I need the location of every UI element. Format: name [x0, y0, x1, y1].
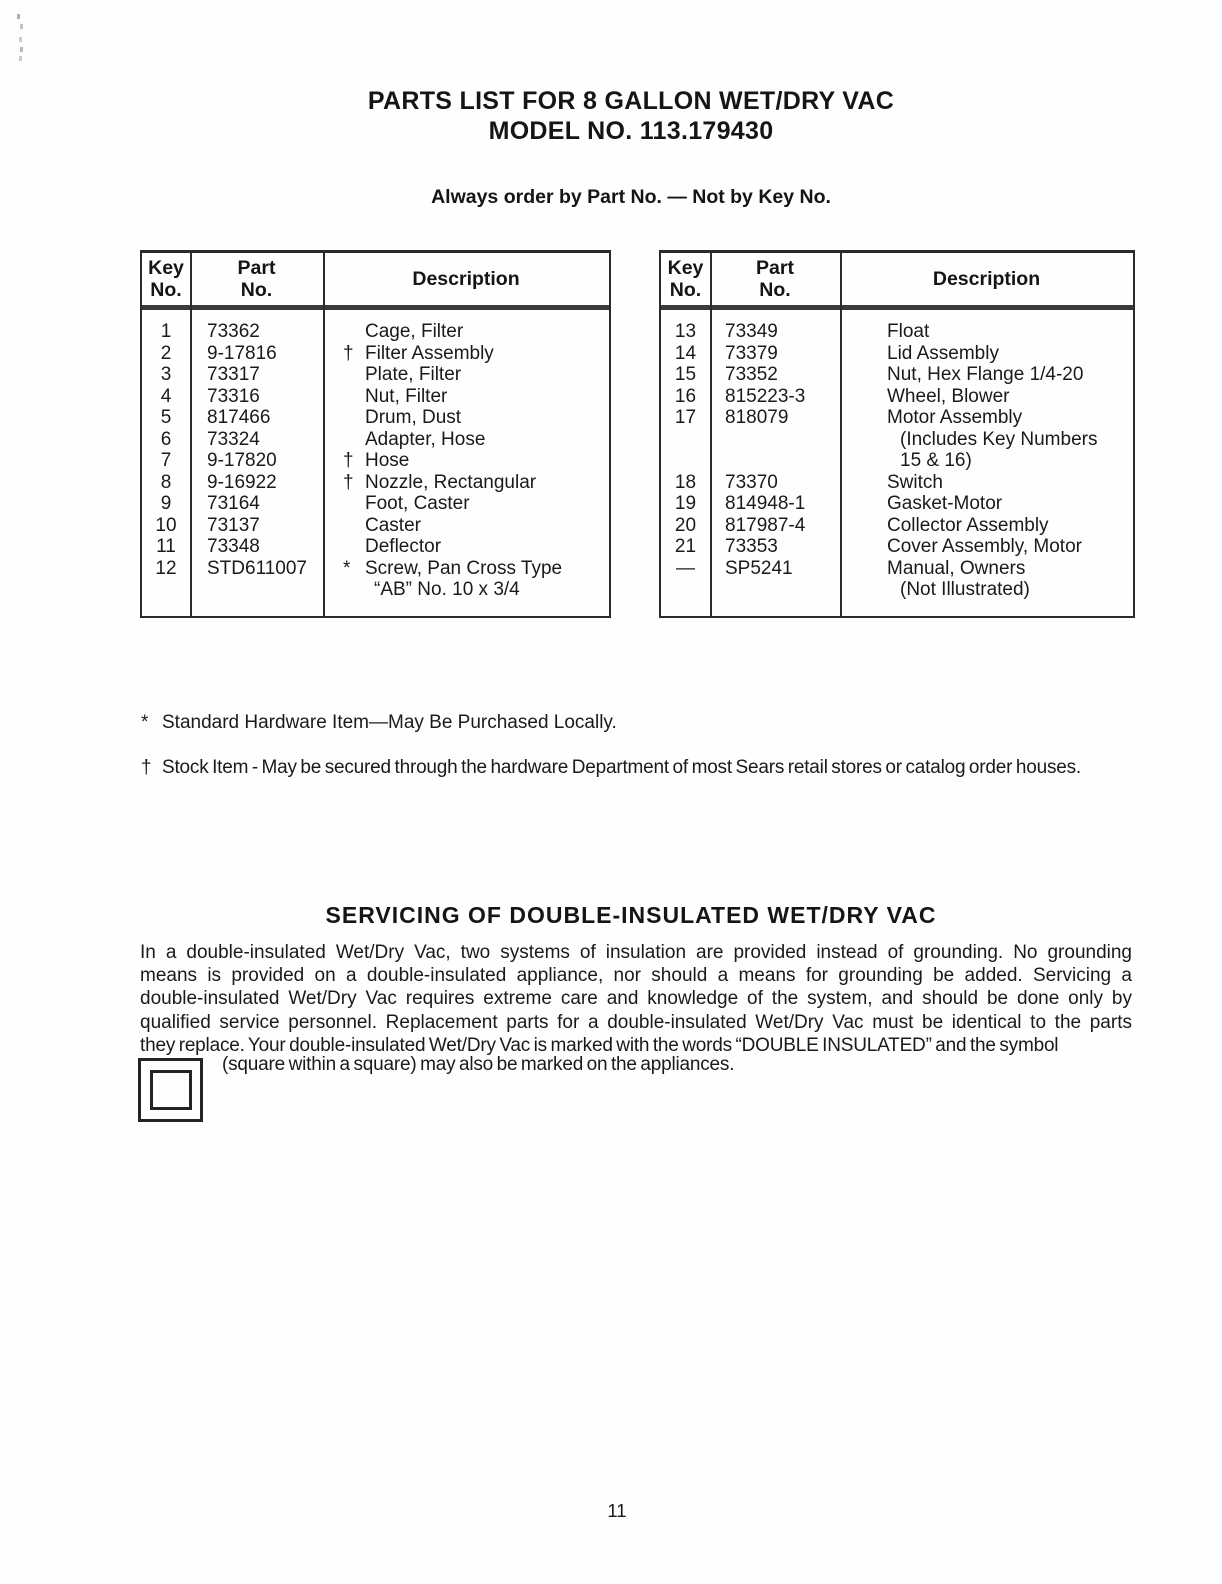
cell-key-no: 13 — [674, 321, 697, 342]
cell-description — [840, 321, 1133, 343]
table-row-line — [661, 429, 1133, 451]
header-description: Description — [932, 268, 1041, 290]
description-text: Drum, Dust — [365, 407, 462, 428]
table-row-line — [142, 515, 609, 537]
cell-description — [840, 364, 1133, 386]
cell-part-no — [190, 579, 323, 601]
table-row-line — [142, 472, 609, 494]
table-row-line — [661, 321, 1133, 343]
cell-part-no: 73316 — [207, 385, 260, 407]
description-text: Lid Assembly — [887, 342, 999, 364]
cell-part-no: 73353 — [725, 536, 778, 557]
table-body — [661, 310, 1133, 601]
cell-part-no: 9-17816 — [207, 342, 277, 364]
cell-key-no: 17 — [674, 407, 697, 428]
description-text: Filter Assembly — [365, 342, 494, 364]
table-row-line — [661, 343, 1133, 365]
description-text: Gasket-Motor — [887, 493, 1003, 514]
table-row-line — [142, 558, 609, 580]
footnote-symbol: † — [343, 342, 354, 364]
description-text: Deflector — [365, 536, 442, 557]
cell-part-no: 73379 — [725, 342, 778, 364]
footnote-symbol — [343, 321, 365, 343]
column-divider — [323, 253, 325, 616]
header-part-line: Part — [756, 257, 794, 279]
description-text: Nut, Filter — [365, 385, 448, 407]
cell-key-no: 18 — [674, 471, 697, 493]
cell-key-no — [661, 450, 710, 472]
table-header — [661, 253, 1133, 310]
description-text: (Includes Key Numbers — [900, 428, 1098, 450]
parts-table-right — [659, 250, 1135, 618]
cell-key-no: 8 — [160, 471, 172, 493]
table-row-line — [661, 472, 1133, 494]
header-key-line: Key — [667, 257, 704, 279]
cell-description — [323, 579, 609, 601]
description-text: (Not Illustrated) — [900, 579, 1030, 600]
cell-part-no: 73352 — [725, 364, 778, 385]
cell-key-no: 12 — [155, 557, 177, 579]
description-text: Caster — [365, 514, 421, 536]
description-text: Cover Assembly, Motor — [887, 536, 1082, 557]
header-key-no — [142, 253, 190, 305]
page-number: 11 — [607, 1500, 627, 1521]
table-row-line — [142, 493, 609, 515]
header-part-line: Part — [237, 257, 276, 279]
cell-key-no: 1 — [160, 321, 172, 342]
footnote-symbol — [343, 386, 365, 408]
cell-key-no: 10 — [155, 514, 177, 536]
table-row-line — [661, 450, 1133, 472]
table-row-line — [142, 386, 609, 408]
header-key-line: No. — [669, 279, 702, 301]
cell-key-no: 5 — [160, 407, 172, 428]
cell-key-no: 2 — [160, 342, 172, 364]
footnote-symbol — [343, 579, 365, 601]
table-row-line — [142, 407, 609, 429]
cell-key-no: 19 — [674, 493, 697, 514]
cell-part-no: 815223-3 — [725, 385, 806, 407]
cell-part-no: 9-17820 — [207, 450, 277, 471]
table-row-line — [142, 579, 609, 601]
cell-part-no: 817987-4 — [725, 514, 806, 536]
cell-part-no: 73137 — [207, 514, 260, 536]
footnote-symbol: * — [343, 557, 351, 579]
cell-part-no — [710, 450, 840, 472]
cell-key-no: 4 — [160, 385, 172, 407]
cell-part-no: 9-16922 — [207, 471, 277, 493]
cell-part-no: SP5241 — [725, 557, 793, 579]
cell-description — [840, 429, 1133, 451]
table-row-line — [661, 364, 1133, 386]
footnote-symbol — [343, 364, 365, 386]
footnote-symbol: * — [141, 712, 149, 733]
cell-description — [323, 364, 609, 386]
description-text: “AB” No. 10 x 3/4 — [374, 579, 520, 600]
paragraph-line: qualified service personnel. Replacement parts for a double-insulated Wet/Dry Vac must be identical to the parts — [140, 1011, 1132, 1033]
table-row-line — [142, 450, 609, 472]
cell-part-no: 73362 — [207, 321, 260, 342]
cell-description — [840, 536, 1133, 558]
table-row-line — [661, 515, 1133, 537]
footnote-symbol — [343, 515, 365, 537]
column-divider — [840, 253, 842, 616]
cell-description — [323, 515, 609, 537]
servicing-heading: SERVICING OF DOUBLE-INSULATED WET/DRY VAC — [325, 902, 937, 928]
table-row-line — [142, 429, 609, 451]
order-note: Always order by Part No. — Not by Key No. — [431, 186, 831, 208]
cell-part-no: STD611007 — [207, 557, 307, 579]
cell-part-no: 73370 — [725, 471, 778, 493]
cell-part-no: 73349 — [725, 321, 778, 342]
cell-description — [323, 343, 609, 365]
header-part-line: No. — [759, 279, 791, 301]
description-text: Screw, Pan Cross Type — [365, 557, 563, 579]
table-row-line — [661, 558, 1133, 580]
cell-key-no — [661, 429, 710, 451]
footnote-symbol — [343, 407, 365, 429]
cell-description — [323, 321, 609, 343]
cell-part-no — [710, 429, 840, 451]
footnote-symbol — [343, 429, 365, 451]
description-text: Collector Assembly — [887, 514, 1049, 536]
cell-key-no: 11 — [156, 536, 176, 557]
cell-key-no: — — [676, 557, 695, 579]
cell-description — [323, 536, 609, 558]
paragraph-line: In a double-insulated Wet/Dry Vac, two systems of insulation are provided instead of grounding. No grounding — [140, 942, 1132, 963]
description-text: Motor Assembly — [887, 407, 1023, 428]
cell-description — [840, 343, 1133, 365]
cell-part-no: 73324 — [207, 428, 260, 450]
paragraph-line: they replace. Your double-insulated Wet/Dry Vac is marked with the words “DOUBLE INSULATED” and the symbol — [140, 1034, 1059, 1056]
table-row-line — [142, 536, 609, 558]
description-text: Adapter, Hose — [365, 428, 486, 450]
square-within-square-icon — [138, 1058, 203, 1122]
footnote-symbol — [343, 493, 365, 515]
cell-description — [840, 515, 1133, 537]
description-text: Switch — [887, 471, 943, 493]
cell-key-no: 21 — [674, 536, 697, 557]
cell-key-no: 14 — [674, 342, 697, 364]
cell-description — [323, 386, 609, 408]
footnote-symbol: † — [141, 757, 152, 778]
description-text: Float — [887, 321, 930, 342]
paragraph-line: double-insulated Wet/Dry Vac requires extreme care and knowledge of the system, and should be done only by — [140, 988, 1132, 1010]
description-text: Manual, Owners — [887, 557, 1026, 579]
cell-description — [323, 558, 609, 580]
cell-description — [323, 429, 609, 451]
cell-key-no — [142, 579, 190, 601]
cell-description — [840, 579, 1133, 601]
cell-description — [840, 493, 1133, 515]
header-description: Description — [412, 268, 520, 290]
paragraph-line: means is provided on a double-insulated appliance, nor should a means for grounding be added. Servicing a — [140, 965, 1132, 987]
header-key-line: Key — [148, 257, 184, 279]
table-row-line — [661, 493, 1133, 515]
description-text: 15 & 16) — [900, 450, 972, 471]
description-text: Plate, Filter — [365, 364, 462, 385]
cell-part-no: 818079 — [725, 407, 789, 428]
parts-table-left — [140, 250, 611, 618]
footnote — [141, 712, 1081, 734]
cell-key-no: 20 — [674, 514, 697, 536]
header-key-no — [661, 253, 710, 305]
description-text: Cage, Filter — [365, 321, 464, 342]
description-text: Foot, Caster — [365, 493, 470, 514]
cell-key-no: 16 — [674, 385, 697, 407]
table-header — [142, 253, 609, 310]
servicing-paragraph — [140, 941, 1132, 1057]
table-row-line — [661, 386, 1133, 408]
cell-part-no — [710, 579, 840, 601]
cell-description — [840, 558, 1133, 580]
description-text: Nut, Hex Flange 1/4-20 — [887, 364, 1084, 385]
footnote-text: Stock Item - May be secured through the hardware Department of most Sears retail stores or catalog order houses. — [162, 757, 1082, 778]
table-row-line — [661, 407, 1133, 429]
description-text: Wheel, Blower — [887, 385, 1010, 407]
column-divider — [710, 253, 712, 616]
cell-part-no: 73164 — [207, 493, 260, 514]
header-part-no — [710, 253, 840, 305]
cell-part-no: 817466 — [207, 407, 271, 428]
cell-key-no: 7 — [160, 450, 172, 471]
header-part-line: No. — [240, 279, 273, 301]
cell-description — [323, 407, 609, 429]
cell-description — [840, 407, 1133, 429]
footnote — [141, 757, 1081, 779]
header-part-no — [190, 253, 323, 305]
footnote-text: Standard Hardware Item—May Be Purchased Locally. — [162, 712, 617, 733]
cell-part-no: 73317 — [207, 364, 260, 385]
description-text: Hose — [365, 450, 410, 471]
cell-key-no: 9 — [160, 493, 172, 514]
cell-key-no — [661, 579, 710, 601]
cell-description — [323, 450, 609, 472]
cell-key-no: 6 — [160, 428, 172, 450]
cell-part-no: 814948-1 — [725, 493, 806, 514]
table-row-line — [142, 364, 609, 386]
cell-description — [323, 493, 609, 515]
table-row-line — [661, 536, 1133, 558]
cell-description — [840, 450, 1133, 472]
title-line-1: PARTS LIST FOR 8 GALLON WET/DRY VAC — [367, 87, 895, 115]
cell-description — [840, 472, 1133, 494]
cell-key-no: 15 — [674, 364, 697, 385]
page-title — [40, 86, 1222, 146]
table-row-line — [661, 579, 1133, 601]
footnotes — [141, 712, 1081, 802]
footnote-symbol: † — [343, 471, 354, 493]
table-row-line — [142, 343, 609, 365]
symbol-note: (square within a square) may also be marked on the appliances. — [222, 1054, 735, 1075]
title-line-2-model-number: MODEL NO. 113.179430 — [488, 117, 774, 145]
inner-square — [150, 1070, 192, 1110]
footnote-symbol — [343, 536, 365, 558]
cell-description — [840, 386, 1133, 408]
cell-key-no: 3 — [160, 364, 172, 385]
footnote-symbol: † — [343, 450, 354, 471]
cell-description — [323, 472, 609, 494]
cell-part-no: 73348 — [207, 536, 260, 557]
header-key-line: No. — [150, 279, 182, 301]
description-text: Nozzle, Rectangular — [365, 471, 537, 493]
table-body — [142, 310, 609, 601]
table-row-line — [142, 321, 609, 343]
column-divider — [190, 253, 192, 616]
